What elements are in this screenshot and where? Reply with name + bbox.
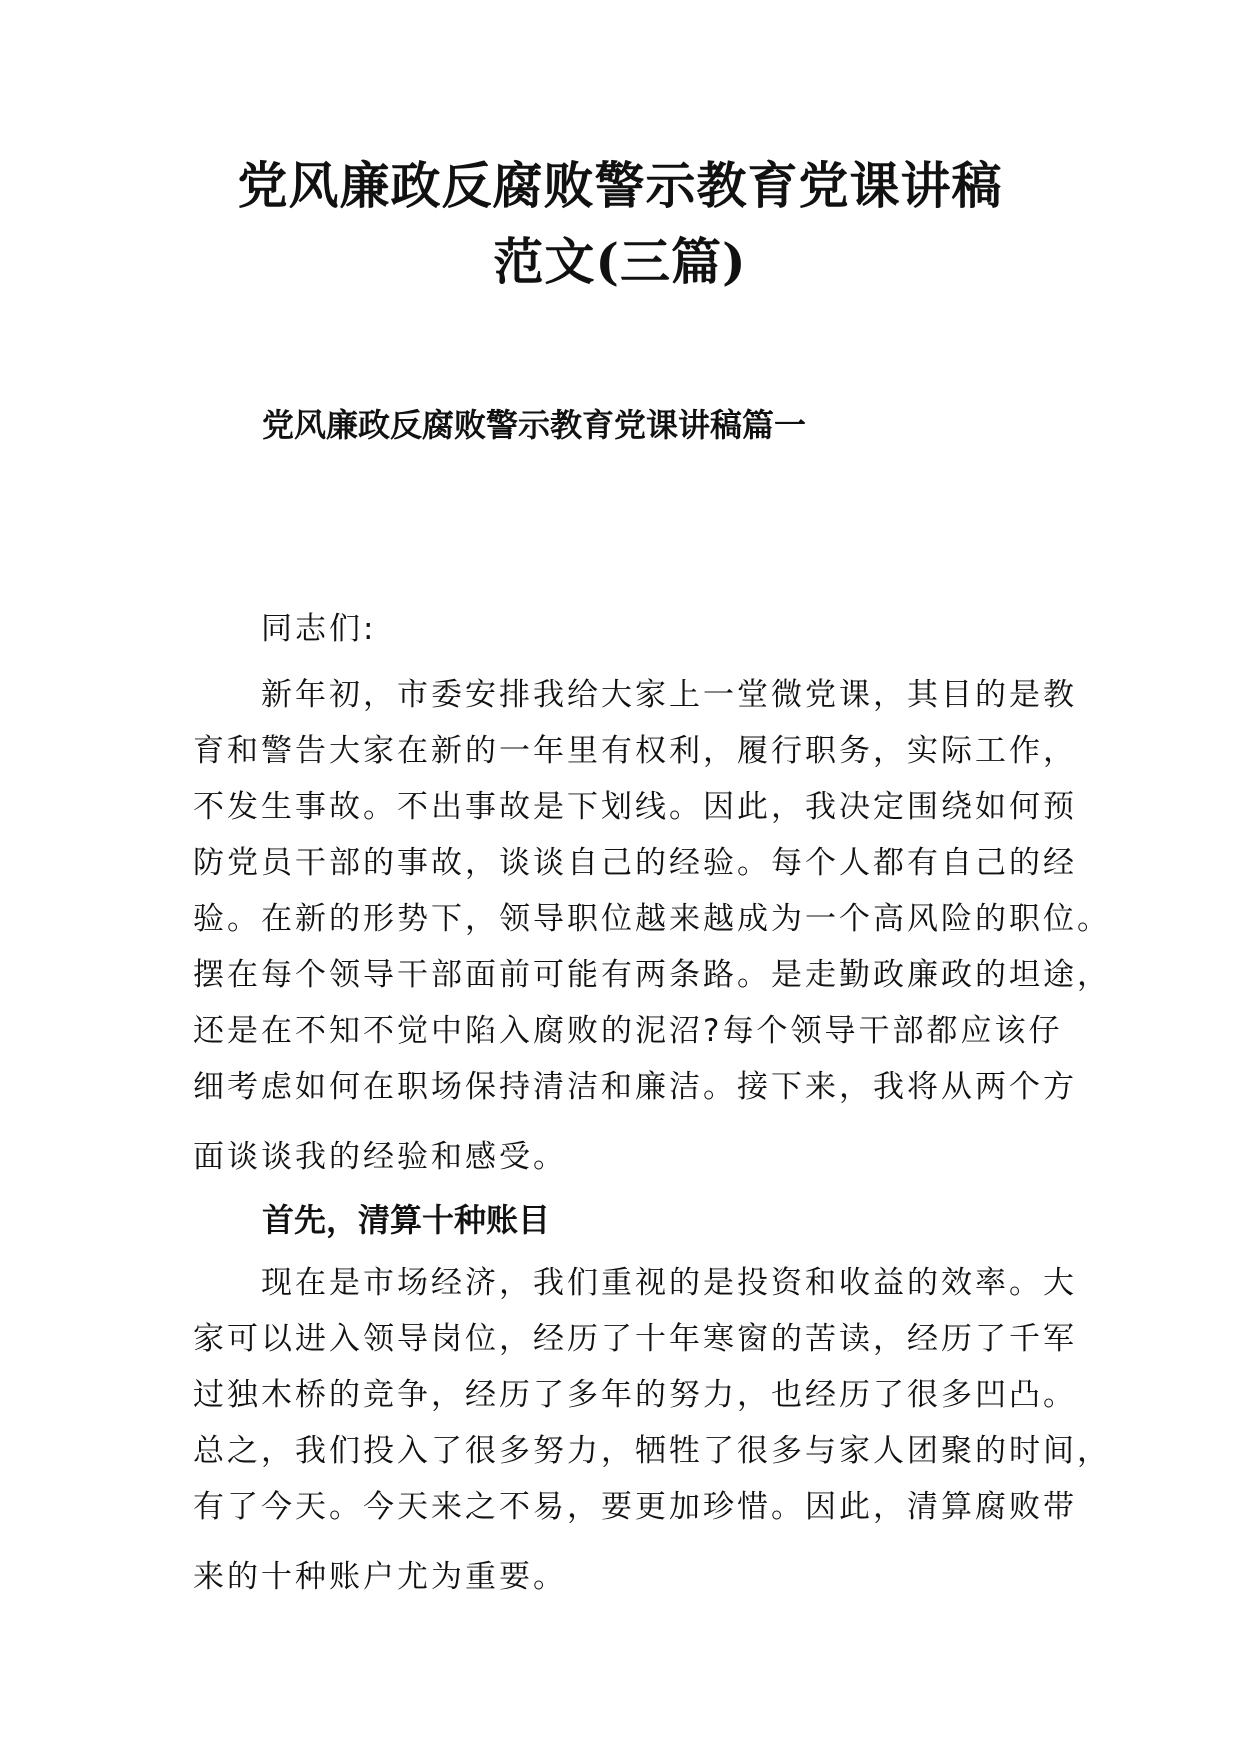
paragraph-line: 防党员干部的事故，谈谈自己的经验。每个人都有自己的经 bbox=[193, 845, 1077, 881]
paragraph-line: 面谈谈我的经验和感受。 bbox=[193, 1139, 567, 1175]
paragraph-line: 现在是市场经济，我们重视的是投资和收益的效率。大 bbox=[261, 1265, 1077, 1301]
paragraph-line: 摆在每个领导干部面前可能有两条路。是走勤政廉政的坦途， bbox=[193, 957, 1111, 993]
paragraph-line: 过独木桥的竞争，经历了多年的努力，也经历了很多凹凸。 bbox=[193, 1377, 1077, 1413]
paragraph-line: 细考虑如何在职场保持清洁和廉洁。接下来，我将从两个方 bbox=[193, 1069, 1077, 1105]
salutation: 同志们: bbox=[261, 611, 377, 647]
paragraph-line: 新年初，市委安排我给大家上一堂微党课，其目的是教 bbox=[261, 677, 1077, 713]
section-title: 党风廉政反腐败警示教育党课讲稿篇一 bbox=[262, 406, 807, 444]
document-title-line-2: 范文(三篇) bbox=[493, 232, 747, 291]
paragraph-line: 不发生事故。不出事故是下划线。因此，我决定围绕如何预 bbox=[193, 789, 1077, 825]
subheading: 首先，清算十种账目 bbox=[262, 1201, 551, 1239]
paragraph-line: 来的十种账户尤为重要。 bbox=[193, 1559, 567, 1595]
paragraph-line: 还是在不知不觉中陷入腐败的泥沼?每个领导干部都应该仔 bbox=[193, 1013, 1063, 1049]
paragraph-line: 总之，我们投入了很多努力，牺牲了很多与家人团聚的时间， bbox=[193, 1433, 1111, 1469]
paragraph-2 bbox=[193, 1255, 1111, 1605]
document-title-line-1: 党风廉政反腐败警示教育党课讲稿 bbox=[237, 156, 1003, 215]
paragraph-line: 育和警告大家在新的一年里有权利，履行职务，实际工作， bbox=[193, 733, 1077, 769]
paragraph-line: 验。在新的形势下，领导职位越来越成为一个高风险的职位。 bbox=[193, 901, 1111, 937]
paragraph-line: 家可以进入领导岗位，经历了十年寒窗的苦读，经历了千军 bbox=[193, 1321, 1077, 1357]
paragraph-line: 有了今天。今天来之不易，要更加珍惜。因此，清算腐败带 bbox=[193, 1489, 1077, 1525]
document-title bbox=[0, 148, 1240, 300]
paragraph-1 bbox=[193, 667, 1111, 1185]
